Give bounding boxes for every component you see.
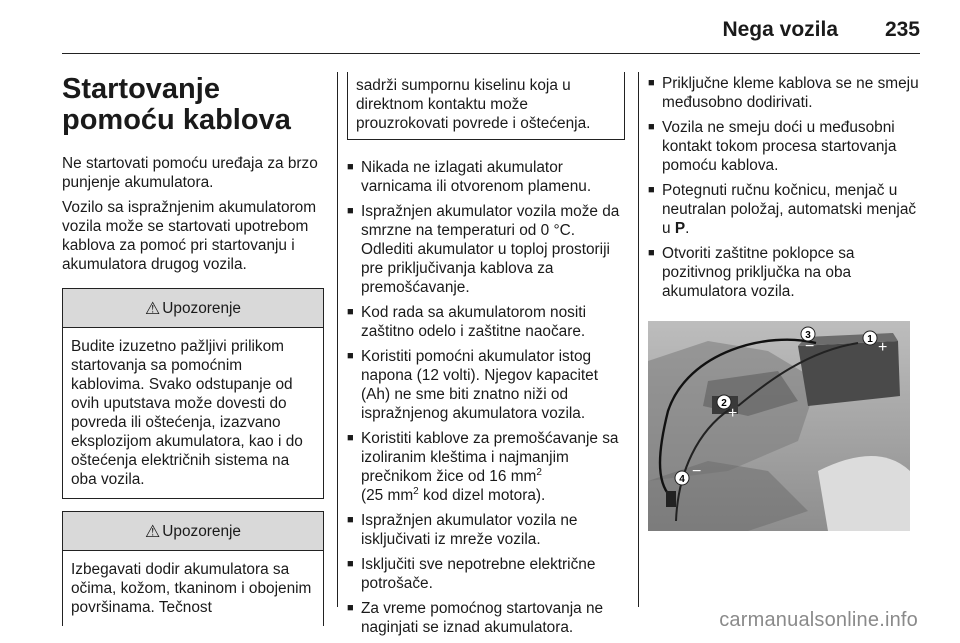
- list-item-cable-spec: [347, 429, 625, 505]
- list-item: ■ Kod rada sa akumulatorom nositi zaštitno odelo i zaštitne naočare.: [347, 303, 625, 341]
- warning-icon: ⚠: [145, 298, 161, 318]
- list-item: ■ Koristiti pomoćni akumulator istog napona (12 volti). Njegov kapacitet (Ah) ne sme biti znatno niži od ispražnjenog akumulatora vozila.: [347, 347, 625, 423]
- minus-sign-3: −: [805, 338, 815, 355]
- intro-paragraph-2: Vozilo sa ispražnjenim akumulatorom vozila može se startovati upotrebom kablova za pomoć pri startovanju i akumulatora drugog vozila.: [62, 199, 317, 273]
- brake-end: .: [685, 220, 690, 237]
- plus-sign-2: +: [728, 405, 738, 422]
- superscript: 2: [413, 485, 419, 497]
- warning-icon: ⚠: [145, 521, 161, 541]
- cable-spec-diesel-end: kod dizel motora).: [418, 487, 546, 504]
- superscript: 2: [536, 466, 542, 478]
- header-divider: [62, 53, 920, 54]
- minus-sign-4: −: [692, 463, 702, 480]
- page-header: [0, 0, 960, 52]
- list-item: ■ Ispražnjen akumulator vozila može da smrzne na temperaturi od 0 °C. Odlediti akumulator u toploj prostoriji pre priključivanja kablova za premošćavanje.: [347, 202, 625, 297]
- label-1: 1: [867, 334, 873, 345]
- section-title: Nega vozila: [722, 18, 838, 41]
- bullet-list: [648, 74, 922, 301]
- chapter-heading: Startovanje pomoću kablova: [62, 73, 291, 136]
- list-item: ■ Priključne kleme kablova se ne smeju međusobno dodirivati.: [648, 74, 922, 112]
- warning-box-1: [62, 288, 324, 499]
- column-divider-1: [337, 72, 338, 607]
- bullet-list: [347, 158, 625, 637]
- column-divider-2: [638, 72, 639, 607]
- column-1: [62, 74, 324, 626]
- watermark: carmanualsonline.info: [719, 609, 918, 631]
- label-4: 4: [679, 474, 685, 485]
- warning-text: Budite izuzetno pažljivi prilikom startovanja sa pomoćnim kablovima. Svako odstupanje od ovih uputstava može dovesti do povreda ili oštećenja, izazvano eksplozijom akumulatora, kao i do oštećenja električnih sistema na oba vozila.: [71, 338, 303, 488]
- plus-sign-1: +: [878, 339, 888, 356]
- warning-header: [63, 289, 323, 328]
- label-2: 2: [721, 398, 727, 409]
- list-item-brake: [648, 181, 922, 238]
- clamp: [666, 491, 676, 507]
- label-3: 3: [805, 330, 811, 341]
- list-item: ■ Nikada ne izlagati akumulator varnicama ili otvorenom plamenu.: [347, 158, 625, 196]
- engine-bay-image: [648, 321, 910, 531]
- warning-title: Upozorenje: [162, 299, 241, 317]
- column-3: [648, 74, 922, 531]
- cable-spec-diesel: (25 mm: [361, 487, 414, 504]
- intro-paragraph-1: Ne startovati pomoću uređaja za brzo punjenje akumulatora.: [62, 155, 318, 191]
- gear-p: P: [674, 220, 686, 237]
- warning-box-2: [62, 511, 324, 626]
- list-item: ■ Isključiti sve nepotrebne električne potrošače.: [347, 555, 625, 593]
- warning-continuation: sadrži sumpornu kiselinu koja u direktnom kontaktu može prouzrokovati povrede i oštećenja.: [347, 72, 625, 140]
- brake-text: Potegnuti ručnu kočnicu, menjač u neutralan položaj, automatski menjač u: [662, 182, 917, 237]
- list-item: ■ Za vreme pomoćnog startovanja ne naginjati se iznad akumulatora.: [347, 599, 625, 637]
- list-item: ■ Ispražnjen akumulator vozila ne isključivati iz mreže vozila.: [347, 511, 625, 549]
- warning-title: Upozorenje: [162, 522, 241, 540]
- warning-header: [63, 512, 323, 551]
- column-2: [347, 74, 625, 643]
- fender: [818, 456, 910, 531]
- page-number: 235: [884, 18, 920, 41]
- warning-text: Izbegavati dodir akumulatora sa očima, kožom, tkaninom i obojenim površinama. Tečnost: [71, 561, 312, 616]
- cable-spec-text: Koristiti kablove za premošćavanje sa izoliranim kleštima i najmanjim prečnikom žice od 16 mm: [361, 430, 619, 485]
- list-item: ■ Vozila ne smeju doći u međusobni kontakt tokom procesa startovanja pomoću kablova.: [648, 118, 922, 175]
- list-item: ■ Otvoriti zaštitne poklopce sa pozitivnog priključka na oba akumulatora vozila.: [648, 244, 922, 301]
- jump-start-illustration: [648, 321, 910, 531]
